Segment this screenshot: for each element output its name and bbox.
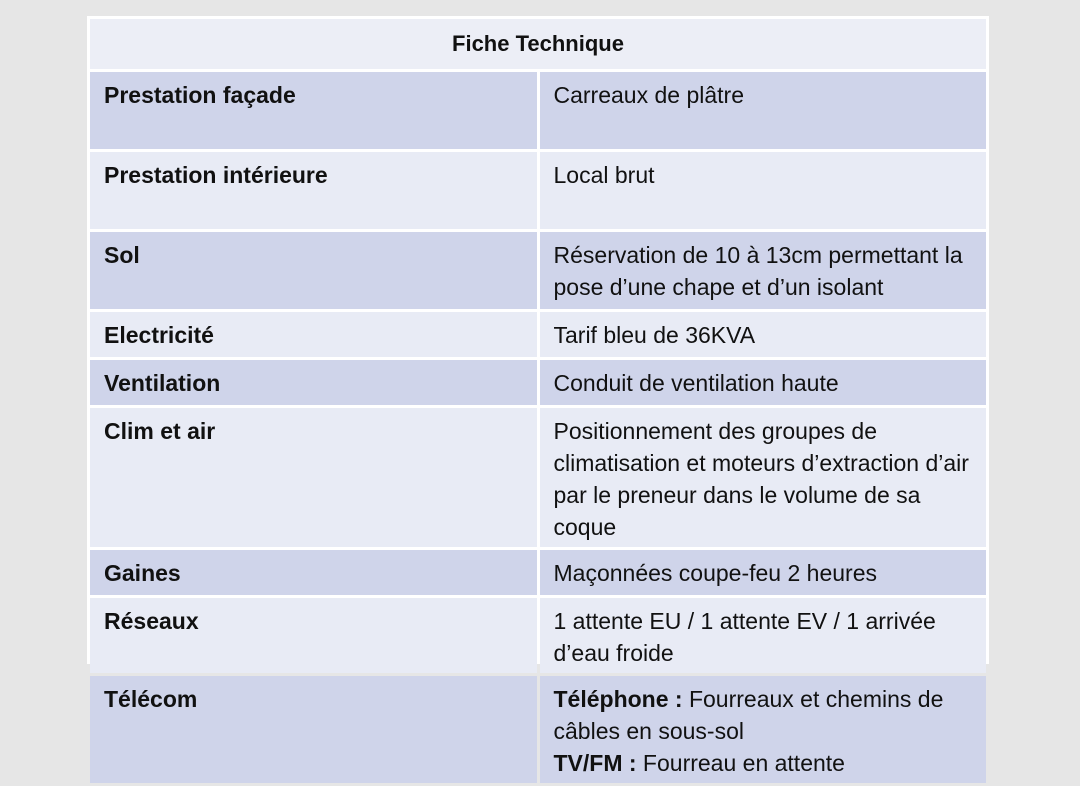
row-label-ventilation: Ventilation [90, 360, 537, 405]
table-row [90, 550, 986, 595]
row-label-gaines: Gaines [90, 550, 537, 595]
row-value-facade: Carreaux de plâtre [540, 72, 987, 149]
table-header-row [90, 19, 986, 69]
table-row [90, 598, 986, 673]
telecom-text-telephone: Fourreaux et chemins de câbles en sous-sol [553, 686, 944, 744]
row-label-electricite: Electricité [90, 312, 537, 357]
telecom-line-telephone [554, 683, 973, 747]
table-title: Fiche Technique [90, 19, 986, 69]
table-row [90, 232, 986, 309]
row-label-telecom: Télécom [90, 676, 537, 783]
row-value-clim: Positionnement des groupes de climatisation et moteurs d’extraction d’air par le preneur dans le volume de sa coque [540, 408, 987, 547]
table-row [90, 676, 986, 783]
row-value-reseaux: 1 attente EU / 1 attente EV / 1 arrivée d’eau froide [540, 598, 987, 673]
row-value-sol: Réservation de 10 à 13cm permettant la pose d’une chape et d’un isolant [540, 232, 987, 309]
telecom-key-tvfm: TV/FM : [553, 750, 637, 776]
telecom-line-tvfm [554, 747, 973, 779]
row-value-electricite: Tarif bleu de 36KVA [540, 312, 987, 357]
telecom-key-telephone: Téléphone : [553, 686, 683, 712]
row-label-interieure: Prestation intérieure [90, 152, 537, 229]
row-label-clim: Clim et air [90, 408, 537, 547]
row-label-facade: Prestation façade [90, 72, 537, 149]
table-row [90, 312, 986, 357]
row-value-gaines: Maçonnées coupe-feu 2 heures [540, 550, 987, 595]
table-row [90, 360, 986, 405]
telecom-text-tvfm: Fourreau en attente [636, 750, 845, 776]
row-label-sol: Sol [90, 232, 537, 309]
spec-sheet [87, 16, 989, 776]
spec-table [87, 16, 989, 786]
row-value-telecom [540, 676, 987, 783]
row-value-ventilation: Conduit de ventilation haute [540, 360, 987, 405]
table-row [90, 408, 986, 547]
row-value-interieure: Local brut [540, 152, 987, 229]
table-row [90, 72, 986, 149]
table-row [90, 152, 986, 229]
row-label-reseaux: Réseaux [90, 598, 537, 673]
